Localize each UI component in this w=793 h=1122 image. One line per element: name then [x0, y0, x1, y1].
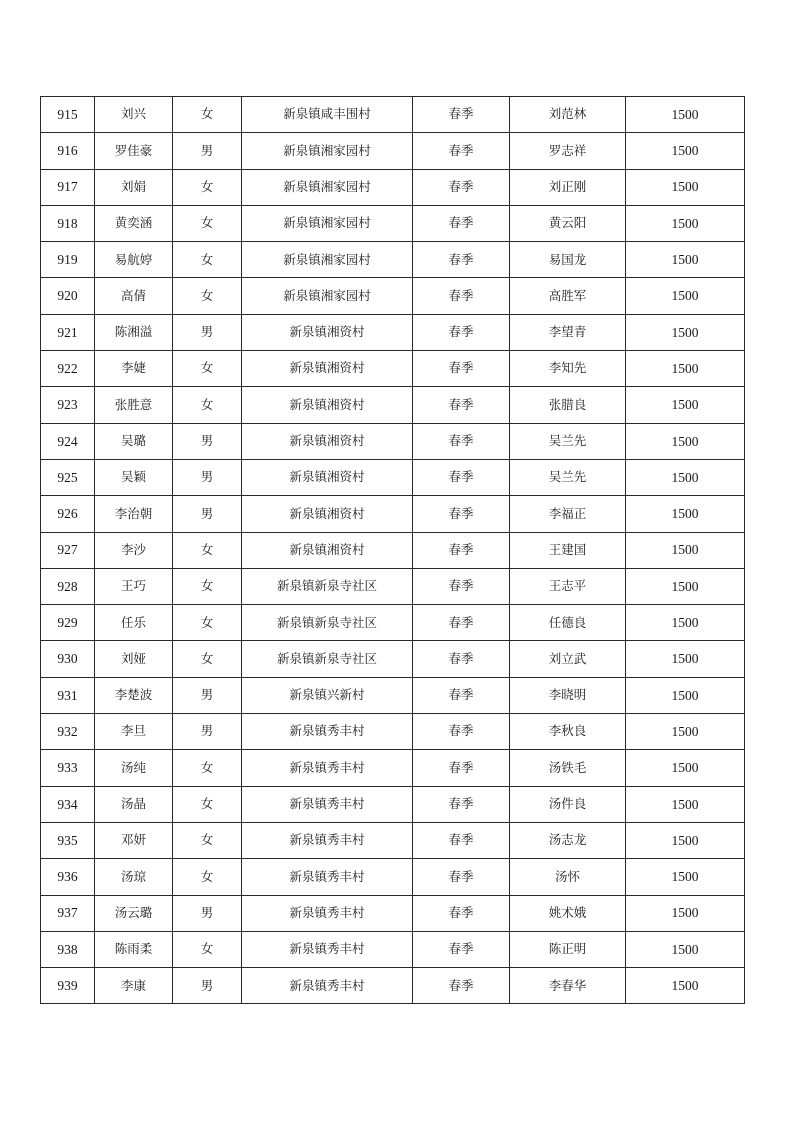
student-name-cell: 吴颖	[95, 459, 173, 495]
amount-cell: 1500	[626, 387, 745, 423]
gender-cell: 女	[173, 859, 242, 895]
row-number-cell: 932	[41, 714, 95, 750]
amount-cell: 1500	[626, 423, 745, 459]
amount-cell: 1500	[626, 605, 745, 641]
amount-cell: 1500	[626, 714, 745, 750]
student-name-cell: 李楚波	[95, 677, 173, 713]
guardian-name-cell: 黄云阳	[510, 205, 626, 241]
student-name-cell: 汤云璐	[95, 895, 173, 931]
row-number-cell: 938	[41, 931, 95, 967]
student-name-cell: 罗佳豪	[95, 133, 173, 169]
guardian-name-cell: 李知先	[510, 351, 626, 387]
table-row	[41, 169, 745, 205]
student-name-cell: 李旦	[95, 714, 173, 750]
village-cell: 新泉镇秀丰村	[242, 822, 413, 858]
student-name-cell: 李沙	[95, 532, 173, 568]
guardian-name-cell: 刘立武	[510, 641, 626, 677]
guardian-name-cell: 李望青	[510, 314, 626, 350]
row-number-cell: 939	[41, 968, 95, 1004]
row-number-cell: 925	[41, 459, 95, 495]
table-row	[41, 205, 745, 241]
student-name-cell: 汤琼	[95, 859, 173, 895]
table-row	[41, 931, 745, 967]
village-cell: 新泉镇新泉寺社区	[242, 605, 413, 641]
student-name-cell: 刘娅	[95, 641, 173, 677]
season-cell: 春季	[413, 931, 510, 967]
student-name-cell: 李治朝	[95, 496, 173, 532]
guardian-name-cell: 汤件良	[510, 786, 626, 822]
table-row	[41, 677, 745, 713]
student-name-cell: 黄奕涵	[95, 205, 173, 241]
season-cell: 春季	[413, 677, 510, 713]
amount-cell: 1500	[626, 641, 745, 677]
season-cell: 春季	[413, 714, 510, 750]
table-row	[41, 97, 745, 133]
table-row	[41, 605, 745, 641]
student-name-cell: 张胜意	[95, 387, 173, 423]
village-cell: 新泉镇湘资村	[242, 314, 413, 350]
amount-cell: 1500	[626, 278, 745, 314]
student-name-cell: 吴璐	[95, 423, 173, 459]
row-number-cell: 919	[41, 242, 95, 278]
amount-cell: 1500	[626, 968, 745, 1004]
village-cell: 新泉镇秀丰村	[242, 859, 413, 895]
amount-cell: 1500	[626, 677, 745, 713]
gender-cell: 女	[173, 278, 242, 314]
table-row	[41, 895, 745, 931]
village-cell: 新泉镇湘家园村	[242, 169, 413, 205]
amount-cell: 1500	[626, 496, 745, 532]
amount-cell: 1500	[626, 351, 745, 387]
row-number-cell: 920	[41, 278, 95, 314]
gender-cell: 女	[173, 532, 242, 568]
guardian-name-cell: 李晓明	[510, 677, 626, 713]
season-cell: 春季	[413, 351, 510, 387]
season-cell: 春季	[413, 205, 510, 241]
village-cell: 新泉镇秀丰村	[242, 750, 413, 786]
student-name-cell: 邓妍	[95, 822, 173, 858]
gender-cell: 女	[173, 605, 242, 641]
village-cell: 新泉镇秀丰村	[242, 968, 413, 1004]
guardian-name-cell: 吴兰先	[510, 459, 626, 495]
village-cell: 新泉镇秀丰村	[242, 895, 413, 931]
season-cell: 春季	[413, 532, 510, 568]
document-page	[40, 96, 744, 1004]
gender-cell: 男	[173, 895, 242, 931]
guardian-name-cell: 李秋良	[510, 714, 626, 750]
gender-cell: 女	[173, 786, 242, 822]
table-row	[41, 968, 745, 1004]
row-number-cell: 917	[41, 169, 95, 205]
village-cell: 新泉镇湘家园村	[242, 205, 413, 241]
season-cell: 春季	[413, 97, 510, 133]
table-row	[41, 423, 745, 459]
season-cell: 春季	[413, 786, 510, 822]
gender-cell: 男	[173, 133, 242, 169]
table-row	[41, 314, 745, 350]
row-number-cell: 928	[41, 568, 95, 604]
guardian-name-cell: 刘正刚	[510, 169, 626, 205]
guardian-name-cell: 王志平	[510, 568, 626, 604]
student-name-cell: 李婕	[95, 351, 173, 387]
season-cell: 春季	[413, 314, 510, 350]
row-number-cell: 937	[41, 895, 95, 931]
guardian-name-cell: 李春华	[510, 968, 626, 1004]
village-cell: 新泉镇湘家园村	[242, 242, 413, 278]
village-cell: 新泉镇湘资村	[242, 459, 413, 495]
gender-cell: 女	[173, 750, 242, 786]
student-name-cell: 陈湘溢	[95, 314, 173, 350]
gender-cell: 女	[173, 351, 242, 387]
amount-cell: 1500	[626, 97, 745, 133]
season-cell: 春季	[413, 895, 510, 931]
table-row	[41, 133, 745, 169]
row-number-cell: 933	[41, 750, 95, 786]
table-row	[41, 532, 745, 568]
table-row	[41, 387, 745, 423]
amount-cell: 1500	[626, 568, 745, 604]
row-number-cell: 927	[41, 532, 95, 568]
table-row	[41, 859, 745, 895]
row-number-cell: 922	[41, 351, 95, 387]
guardian-name-cell: 李福正	[510, 496, 626, 532]
table-row	[41, 242, 745, 278]
season-cell: 春季	[413, 822, 510, 858]
table-row	[41, 822, 745, 858]
village-cell: 新泉镇咸丰围村	[242, 97, 413, 133]
village-cell: 新泉镇湘资村	[242, 387, 413, 423]
amount-cell: 1500	[626, 532, 745, 568]
table-row	[41, 351, 745, 387]
village-cell: 新泉镇新泉寺社区	[242, 641, 413, 677]
gender-cell: 女	[173, 205, 242, 241]
table-row	[41, 278, 745, 314]
student-name-cell: 易航婷	[95, 242, 173, 278]
season-cell: 春季	[413, 605, 510, 641]
student-name-cell: 刘兴	[95, 97, 173, 133]
roster-table	[40, 96, 745, 1004]
village-cell: 新泉镇秀丰村	[242, 931, 413, 967]
guardian-name-cell: 汤铁毛	[510, 750, 626, 786]
row-number-cell: 923	[41, 387, 95, 423]
season-cell: 春季	[413, 242, 510, 278]
student-name-cell: 汤晶	[95, 786, 173, 822]
guardian-name-cell: 张腊良	[510, 387, 626, 423]
row-number-cell: 930	[41, 641, 95, 677]
table-row	[41, 786, 745, 822]
row-number-cell: 918	[41, 205, 95, 241]
row-number-cell: 934	[41, 786, 95, 822]
table-row	[41, 568, 745, 604]
village-cell: 新泉镇湘资村	[242, 532, 413, 568]
season-cell: 春季	[413, 568, 510, 604]
gender-cell: 女	[173, 97, 242, 133]
guardian-name-cell: 罗志祥	[510, 133, 626, 169]
guardian-name-cell: 汤怀	[510, 859, 626, 895]
student-name-cell: 王巧	[95, 568, 173, 604]
gender-cell: 男	[173, 677, 242, 713]
row-number-cell: 935	[41, 822, 95, 858]
student-name-cell: 高倩	[95, 278, 173, 314]
student-name-cell: 汤纯	[95, 750, 173, 786]
student-name-cell: 刘娟	[95, 169, 173, 205]
amount-cell: 1500	[626, 822, 745, 858]
row-number-cell: 926	[41, 496, 95, 532]
roster-table-body	[41, 97, 745, 1004]
guardian-name-cell: 陈正明	[510, 931, 626, 967]
gender-cell: 男	[173, 496, 242, 532]
season-cell: 春季	[413, 750, 510, 786]
row-number-cell: 916	[41, 133, 95, 169]
village-cell: 新泉镇兴新村	[242, 677, 413, 713]
season-cell: 春季	[413, 423, 510, 459]
row-number-cell: 915	[41, 97, 95, 133]
amount-cell: 1500	[626, 205, 745, 241]
gender-cell: 女	[173, 242, 242, 278]
village-cell: 新泉镇湘资村	[242, 496, 413, 532]
season-cell: 春季	[413, 387, 510, 423]
gender-cell: 女	[173, 931, 242, 967]
table-row	[41, 641, 745, 677]
guardian-name-cell: 汤志龙	[510, 822, 626, 858]
season-cell: 春季	[413, 459, 510, 495]
gender-cell: 男	[173, 968, 242, 1004]
village-cell: 新泉镇秀丰村	[242, 714, 413, 750]
amount-cell: 1500	[626, 133, 745, 169]
season-cell: 春季	[413, 278, 510, 314]
amount-cell: 1500	[626, 895, 745, 931]
row-number-cell: 936	[41, 859, 95, 895]
table-row	[41, 750, 745, 786]
table-row	[41, 714, 745, 750]
season-cell: 春季	[413, 859, 510, 895]
gender-cell: 男	[173, 314, 242, 350]
season-cell: 春季	[413, 496, 510, 532]
student-name-cell: 陈雨柔	[95, 931, 173, 967]
row-number-cell: 929	[41, 605, 95, 641]
amount-cell: 1500	[626, 786, 745, 822]
amount-cell: 1500	[626, 750, 745, 786]
village-cell: 新泉镇秀丰村	[242, 786, 413, 822]
village-cell: 新泉镇湘家园村	[242, 133, 413, 169]
amount-cell: 1500	[626, 314, 745, 350]
amount-cell: 1500	[626, 931, 745, 967]
village-cell: 新泉镇湘资村	[242, 351, 413, 387]
row-number-cell: 921	[41, 314, 95, 350]
amount-cell: 1500	[626, 459, 745, 495]
row-number-cell: 924	[41, 423, 95, 459]
table-row	[41, 459, 745, 495]
gender-cell: 男	[173, 714, 242, 750]
gender-cell: 女	[173, 169, 242, 205]
village-cell: 新泉镇湘家园村	[242, 278, 413, 314]
gender-cell: 女	[173, 822, 242, 858]
gender-cell: 女	[173, 387, 242, 423]
season-cell: 春季	[413, 968, 510, 1004]
amount-cell: 1500	[626, 242, 745, 278]
guardian-name-cell: 刘范林	[510, 97, 626, 133]
gender-cell: 男	[173, 459, 242, 495]
season-cell: 春季	[413, 133, 510, 169]
village-cell: 新泉镇湘资村	[242, 423, 413, 459]
row-number-cell: 931	[41, 677, 95, 713]
guardian-name-cell: 姚术娥	[510, 895, 626, 931]
season-cell: 春季	[413, 169, 510, 205]
village-cell: 新泉镇新泉寺社区	[242, 568, 413, 604]
season-cell: 春季	[413, 641, 510, 677]
guardian-name-cell: 易国龙	[510, 242, 626, 278]
table-row	[41, 496, 745, 532]
gender-cell: 女	[173, 568, 242, 604]
guardian-name-cell: 任德良	[510, 605, 626, 641]
gender-cell: 女	[173, 641, 242, 677]
guardian-name-cell: 高胜军	[510, 278, 626, 314]
gender-cell: 男	[173, 423, 242, 459]
amount-cell: 1500	[626, 859, 745, 895]
amount-cell: 1500	[626, 169, 745, 205]
student-name-cell: 李康	[95, 968, 173, 1004]
guardian-name-cell: 吴兰先	[510, 423, 626, 459]
student-name-cell: 任乐	[95, 605, 173, 641]
guardian-name-cell: 王建国	[510, 532, 626, 568]
